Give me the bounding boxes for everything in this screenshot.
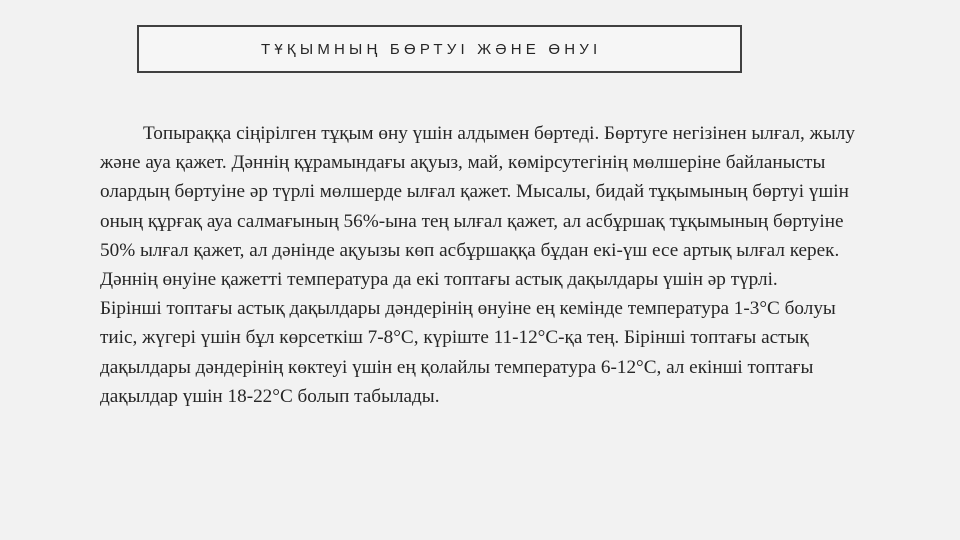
title-box — [137, 25, 742, 73]
paragraph-2: Бірінші топтағы астық дақылдары дәндерінің өнуіне ең кемінде температура 1-3°С болуы тиіс, жүгері үшін бұл көрсеткіш 7-8°С, күріште 11-12°С-қа тең. Бірінші топтағы астық дақылдары дәндерінің көктеуі үшін ең қолайлы температура 6-12°С, ал екінші топтағы дақылдар үшін 18-22°С болып табылады. — [100, 298, 836, 407]
paragraph-1: Топыраққа сіңірілген тұқым өну үшін алдымен бөртеді. Бөртуге негізінен ылғал, жылу және ауа қажет. Дәннің құрамындағы ақуыз, май, көмірсутегінің мөлшеріне байланысты олардың бөртуіне әр түрлі мөлшерде ылғал қажет. Мысалы, бидай тұқымының бөртуі үшін оның құрғақ ауа салмағының 56%-ына тең ылғал қажет, ал асбұршақ тұқымының бөртуіне 50% ылғал қажет, ал дәнінде ақуызы көп асбұршаққа бұдан екі-үш есе артық ылғал керек. Дәннің өнуіне қажетті температура да екі топтағы астық дақылдары үшін әр түрлі. — [100, 123, 855, 291]
body-text — [100, 119, 876, 411]
slide-title: ТҰҚЫМНЫҢ БӨРТУІ ЖӘНЕ ӨНУІ — [261, 40, 602, 58]
